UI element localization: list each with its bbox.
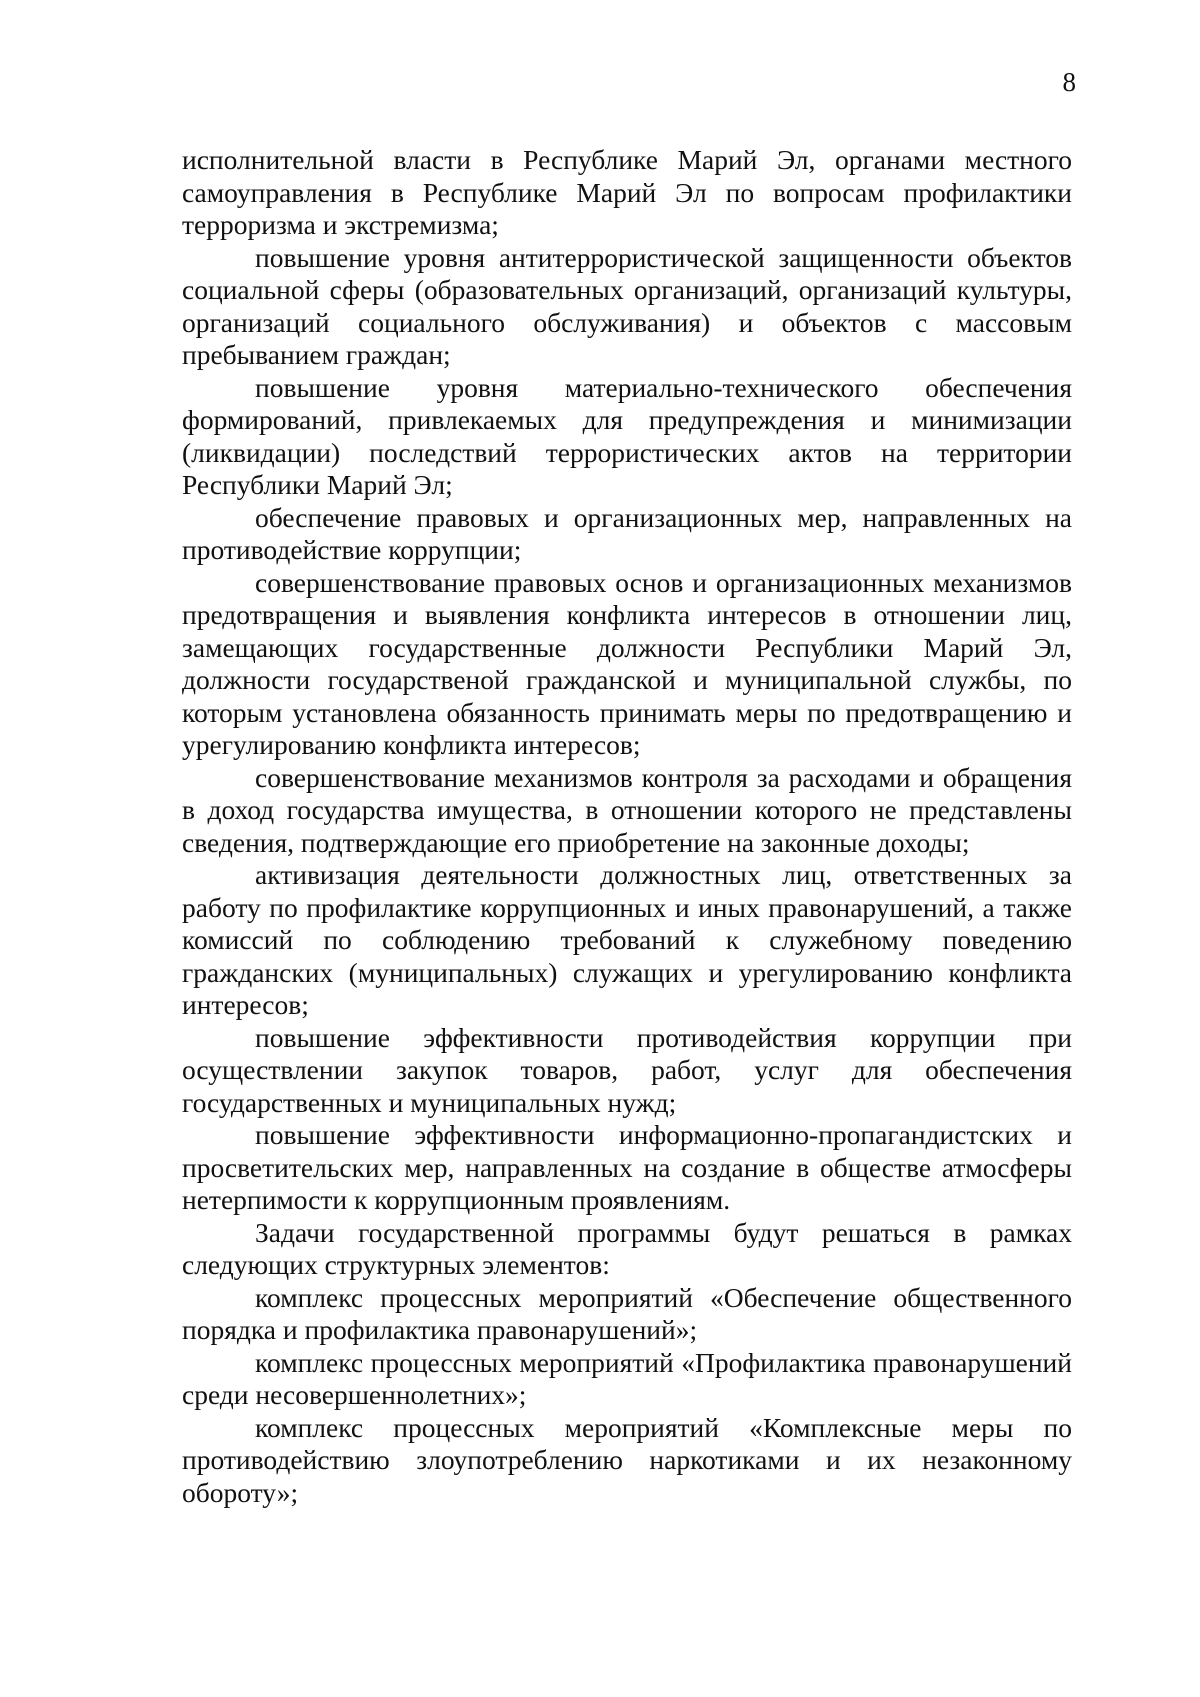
paragraph: активизация деятельности должностных лиц, ответственных за работу по профилактике коррупционных и иных правонарушений, а также комиссий по соблюдению требований к служебному поведению гражданских (муниципальных) служащих и урегулированию конфликта интересов; <box>182 859 1072 1020</box>
paragraph: исполнительной власти в Республике Марий Эл, органами местного самоуправления в Республике Марий Эл по вопросам профилактики терроризма и экстремизма; <box>182 144 1072 240</box>
paragraph: комплекс процессных мероприятий «Обеспечение общественного порядка и профилактика правонарушений»; <box>182 1281 1072 1345</box>
paragraph: повышение эффективности информационно-пропагандистских и просветительских мер, направленных на создание в обществе атмосферы нетерпимости к коррупционным проявлениям. <box>182 1119 1072 1215</box>
paragraph: комплекс процессных мероприятий «Профилактика правонарушений среди несовершеннолетних»; <box>182 1346 1072 1410</box>
paragraph: Задачи государственной программы будут решаться в рамках следующих структурных элементов: <box>182 1216 1072 1280</box>
paragraph: повышение уровня материально-технического обеспечения формирований, привлекаемых для предупреждения и минимизации (ликвидации) последствий террористических актов на территории Республики Марий Эл; <box>182 371 1072 500</box>
paragraph: обеспечение правовых и организационных мер, направленных на противодействие коррупции; <box>182 501 1072 565</box>
paragraph: повышение уровня антитеррористической защищенности объектов социальной сферы (образовательных организаций, организаций культуры, организаций социального обслуживания) и объектов с массовым пребыванием граждан; <box>182 241 1072 370</box>
paragraph: повышение эффективности противодействия коррупции при осуществлении закупок товаров, работ, услуг для обеспечения государственных и муниципальных нужд; <box>182 1021 1072 1118</box>
page-number: 8 <box>1062 67 1076 97</box>
paragraph: совершенствование механизмов контроля за расходами и обращения в доход государства имущества, в отношении которого не представлены сведения, подтверждающие его приобретение на законные доходы; <box>182 761 1072 858</box>
document-body <box>182 144 1072 1509</box>
paragraph: комплекс процессных мероприятий «Комплексные меры по противодействию злоупотреблению наркотиками и их незаконному обороту»; <box>182 1411 1072 1508</box>
paragraph: совершенствование правовых основ и организационных механизмов предотвращения и выявления конфликта интересов в отношении лиц, замещающих государственные должности Республики Марий Эл, должности государственой гражданской и муниципальной службы, по которым установлена обязанность принимать меры по предотвращению и урегулированию конфликта интересов; <box>182 566 1072 760</box>
